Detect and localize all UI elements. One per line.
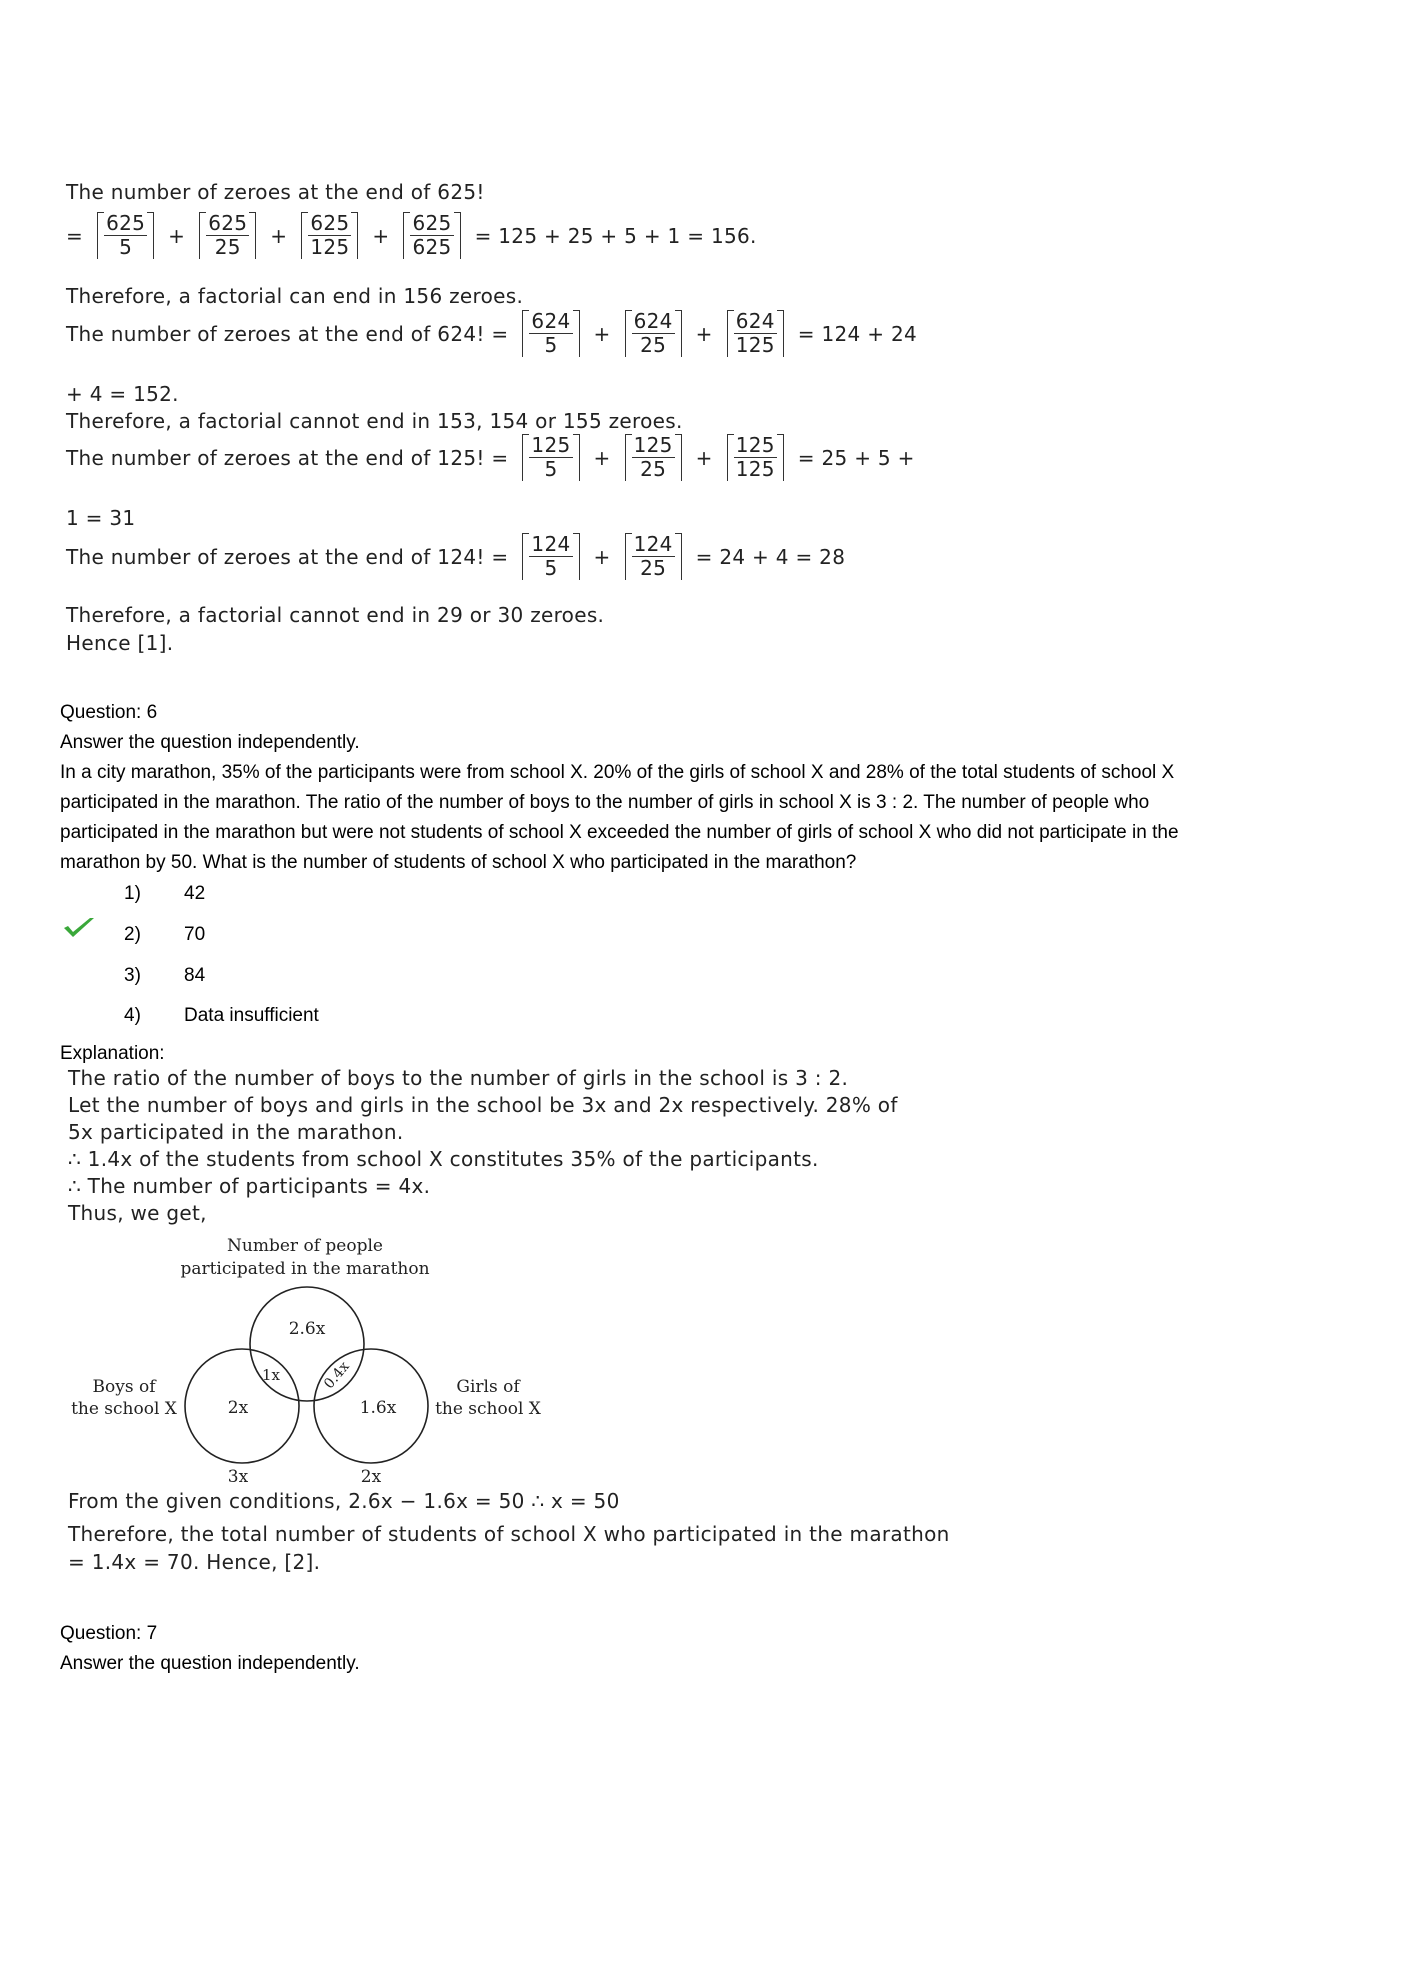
floor-fraction: $\frac{125}{125}$	[727, 434, 784, 481]
solution-line: Therefore, a factorial cannot end in 153, 154 or 155 zeroes.	[66, 409, 683, 433]
explanation-label: Explanation:	[60, 1043, 165, 1064]
option-number: 3)	[124, 965, 141, 986]
option-number: 1)	[124, 883, 141, 904]
venn-diagram	[60, 1228, 580, 1488]
equation-result: = 124 + 24	[797, 321, 917, 346]
explanation-line: The ratio of the number of boys to the number of girls in the school is 3 : 2.	[68, 1066, 849, 1090]
floor-fraction: $\frac{125}{5}$	[522, 434, 579, 481]
option-number: 2)	[124, 924, 141, 945]
answer-option	[124, 1005, 319, 1027]
venn-top-label: Number of people	[227, 1236, 383, 1256]
floor-fraction: $\frac{625}{25}$	[199, 212, 256, 259]
checkmark-icon	[62, 915, 96, 941]
question-body-line: In a city marathon, 35% of the participants were from school X. 20% of the girls of school X and 28% of the total students of school X	[60, 762, 1175, 783]
question-instruction: Answer the question independently.	[60, 1653, 360, 1674]
venn-top-label: participated in the marathon	[180, 1259, 430, 1279]
conclusion-line: From the given conditions, 2.6x − 1.6x = 50 ∴ x = 50	[68, 1489, 620, 1513]
floor-fraction: $\frac{624}{5}$	[522, 310, 579, 357]
equation-result: = 25 + 5 +	[797, 445, 915, 470]
venn-top-value: 2.6x	[288, 1319, 326, 1339]
venn-left-overlap: 1x	[261, 1366, 281, 1384]
answer-option	[124, 965, 205, 987]
equation-prefix: =	[66, 223, 84, 248]
explanation-line: 5x participated in the marathon.	[68, 1120, 404, 1144]
equation-result: = 125 + 25 + 5 + 1 = 156.	[474, 223, 757, 248]
venn-right-label: the school X	[435, 1399, 541, 1419]
floor-fraction: $\frac{124}{5}$	[522, 533, 579, 580]
explanation-line: ∴ The number of participants = 4x.	[68, 1174, 431, 1198]
floor-fraction: $\frac{124}{25}$	[625, 533, 682, 580]
answer-option	[124, 924, 205, 946]
equation-625: = $\frac{625}{5}$ + $\frac{625}{25}$ + $\frac{625}{125}$ + $\frac{625}{625}$ = 125 + 25 + 5 + 1 = 156.	[66, 211, 757, 259]
question-body-line: participated in the marathon but were not students of school X exceeded the number of girls of school X who did not participate in the	[60, 822, 1179, 843]
floor-fraction: $\frac{625}{125}$	[301, 212, 358, 259]
equation-continuation: 1 = 31	[66, 506, 136, 530]
equation-prefix: The number of zeroes at the end of 624! =	[66, 321, 509, 346]
solution-line: The number of zeroes at the end of 625!	[66, 180, 485, 204]
solution-line: Hence [1].	[66, 631, 174, 655]
question-heading: Question: 6	[60, 702, 158, 723]
question-instruction: Answer the question independently.	[60, 732, 360, 753]
equation-continuation: + 4 = 152.	[66, 382, 179, 406]
explanation-line: ∴ 1.4x of the students from school X constitutes 35% of the participants.	[68, 1147, 819, 1171]
option-text: Data insufficient	[184, 1005, 319, 1026]
option-text: 42	[184, 883, 206, 904]
explanation-line: Let the number of boys and girls in the school be 3x and 2x respectively. 28% of	[68, 1093, 898, 1117]
floor-fraction: $\frac{624}{125}$	[727, 310, 784, 357]
option-number: 4)	[124, 1005, 141, 1026]
question-heading: Question: 7	[60, 1623, 158, 1644]
venn-left-total: 3x	[227, 1467, 249, 1487]
equation-prefix: The number of zeroes at the end of 125! =	[66, 445, 509, 470]
solution-line: Therefore, a factorial cannot end in 29 or 30 zeroes.	[66, 603, 605, 627]
venn-right-value: 1.6x	[359, 1398, 397, 1418]
option-text: 84	[184, 965, 206, 986]
conclusion-line: Therefore, the total number of students of school X who participated in the marathon	[68, 1522, 950, 1546]
conclusion-line: = 1.4x = 70. Hence, [2].	[68, 1550, 321, 1574]
venn-left-value: 2x	[227, 1398, 249, 1418]
equation-124: The number of zeroes at the end of 124! = $\frac{124}{5}$ + $\frac{124}{25}$ = 24 + 4 = 28	[66, 532, 846, 580]
venn-right-label: Girls of	[456, 1377, 520, 1397]
solution-line: Therefore, a factorial can end in 156 zeroes.	[66, 284, 524, 308]
answer-option	[124, 883, 205, 905]
floor-fraction: $\frac{125}{25}$	[625, 434, 682, 481]
venn-left-label: Boys of	[92, 1377, 156, 1397]
floor-fraction: $\frac{625}{625}$	[403, 212, 460, 259]
equation-125: The number of zeroes at the end of 125! = $\frac{125}{5}$ + $\frac{125}{25}$ + $\frac{125}{125}$ = 25 + 5 +	[66, 433, 915, 481]
venn-right-overlap: 0.4x	[321, 1358, 353, 1393]
venn-right-total: 2x	[360, 1467, 382, 1487]
venn-left-label: the school X	[71, 1399, 177, 1419]
option-text: 70	[184, 924, 206, 945]
equation-624: The number of zeroes at the end of 624! = $\frac{624}{5}$ + $\frac{624}{25}$ + $\frac{624}{125}$ = 124 + 24	[66, 309, 917, 357]
explanation-line: Thus, we get,	[68, 1201, 207, 1225]
equation-prefix: The number of zeroes at the end of 124! =	[66, 544, 509, 569]
floor-fraction: $\frac{624}{25}$	[625, 310, 682, 357]
question-body-line: marathon by 50. What is the number of students of school X who participated in the marathon?	[60, 852, 857, 873]
question-body-line: participated in the marathon. The ratio of the number of boys to the number of girls in school X is 3 : 2. The number of people who	[60, 792, 1150, 813]
equation-result: = 24 + 4 = 28	[695, 544, 846, 569]
floor-fraction: $\frac{625}{5}$	[97, 212, 154, 259]
